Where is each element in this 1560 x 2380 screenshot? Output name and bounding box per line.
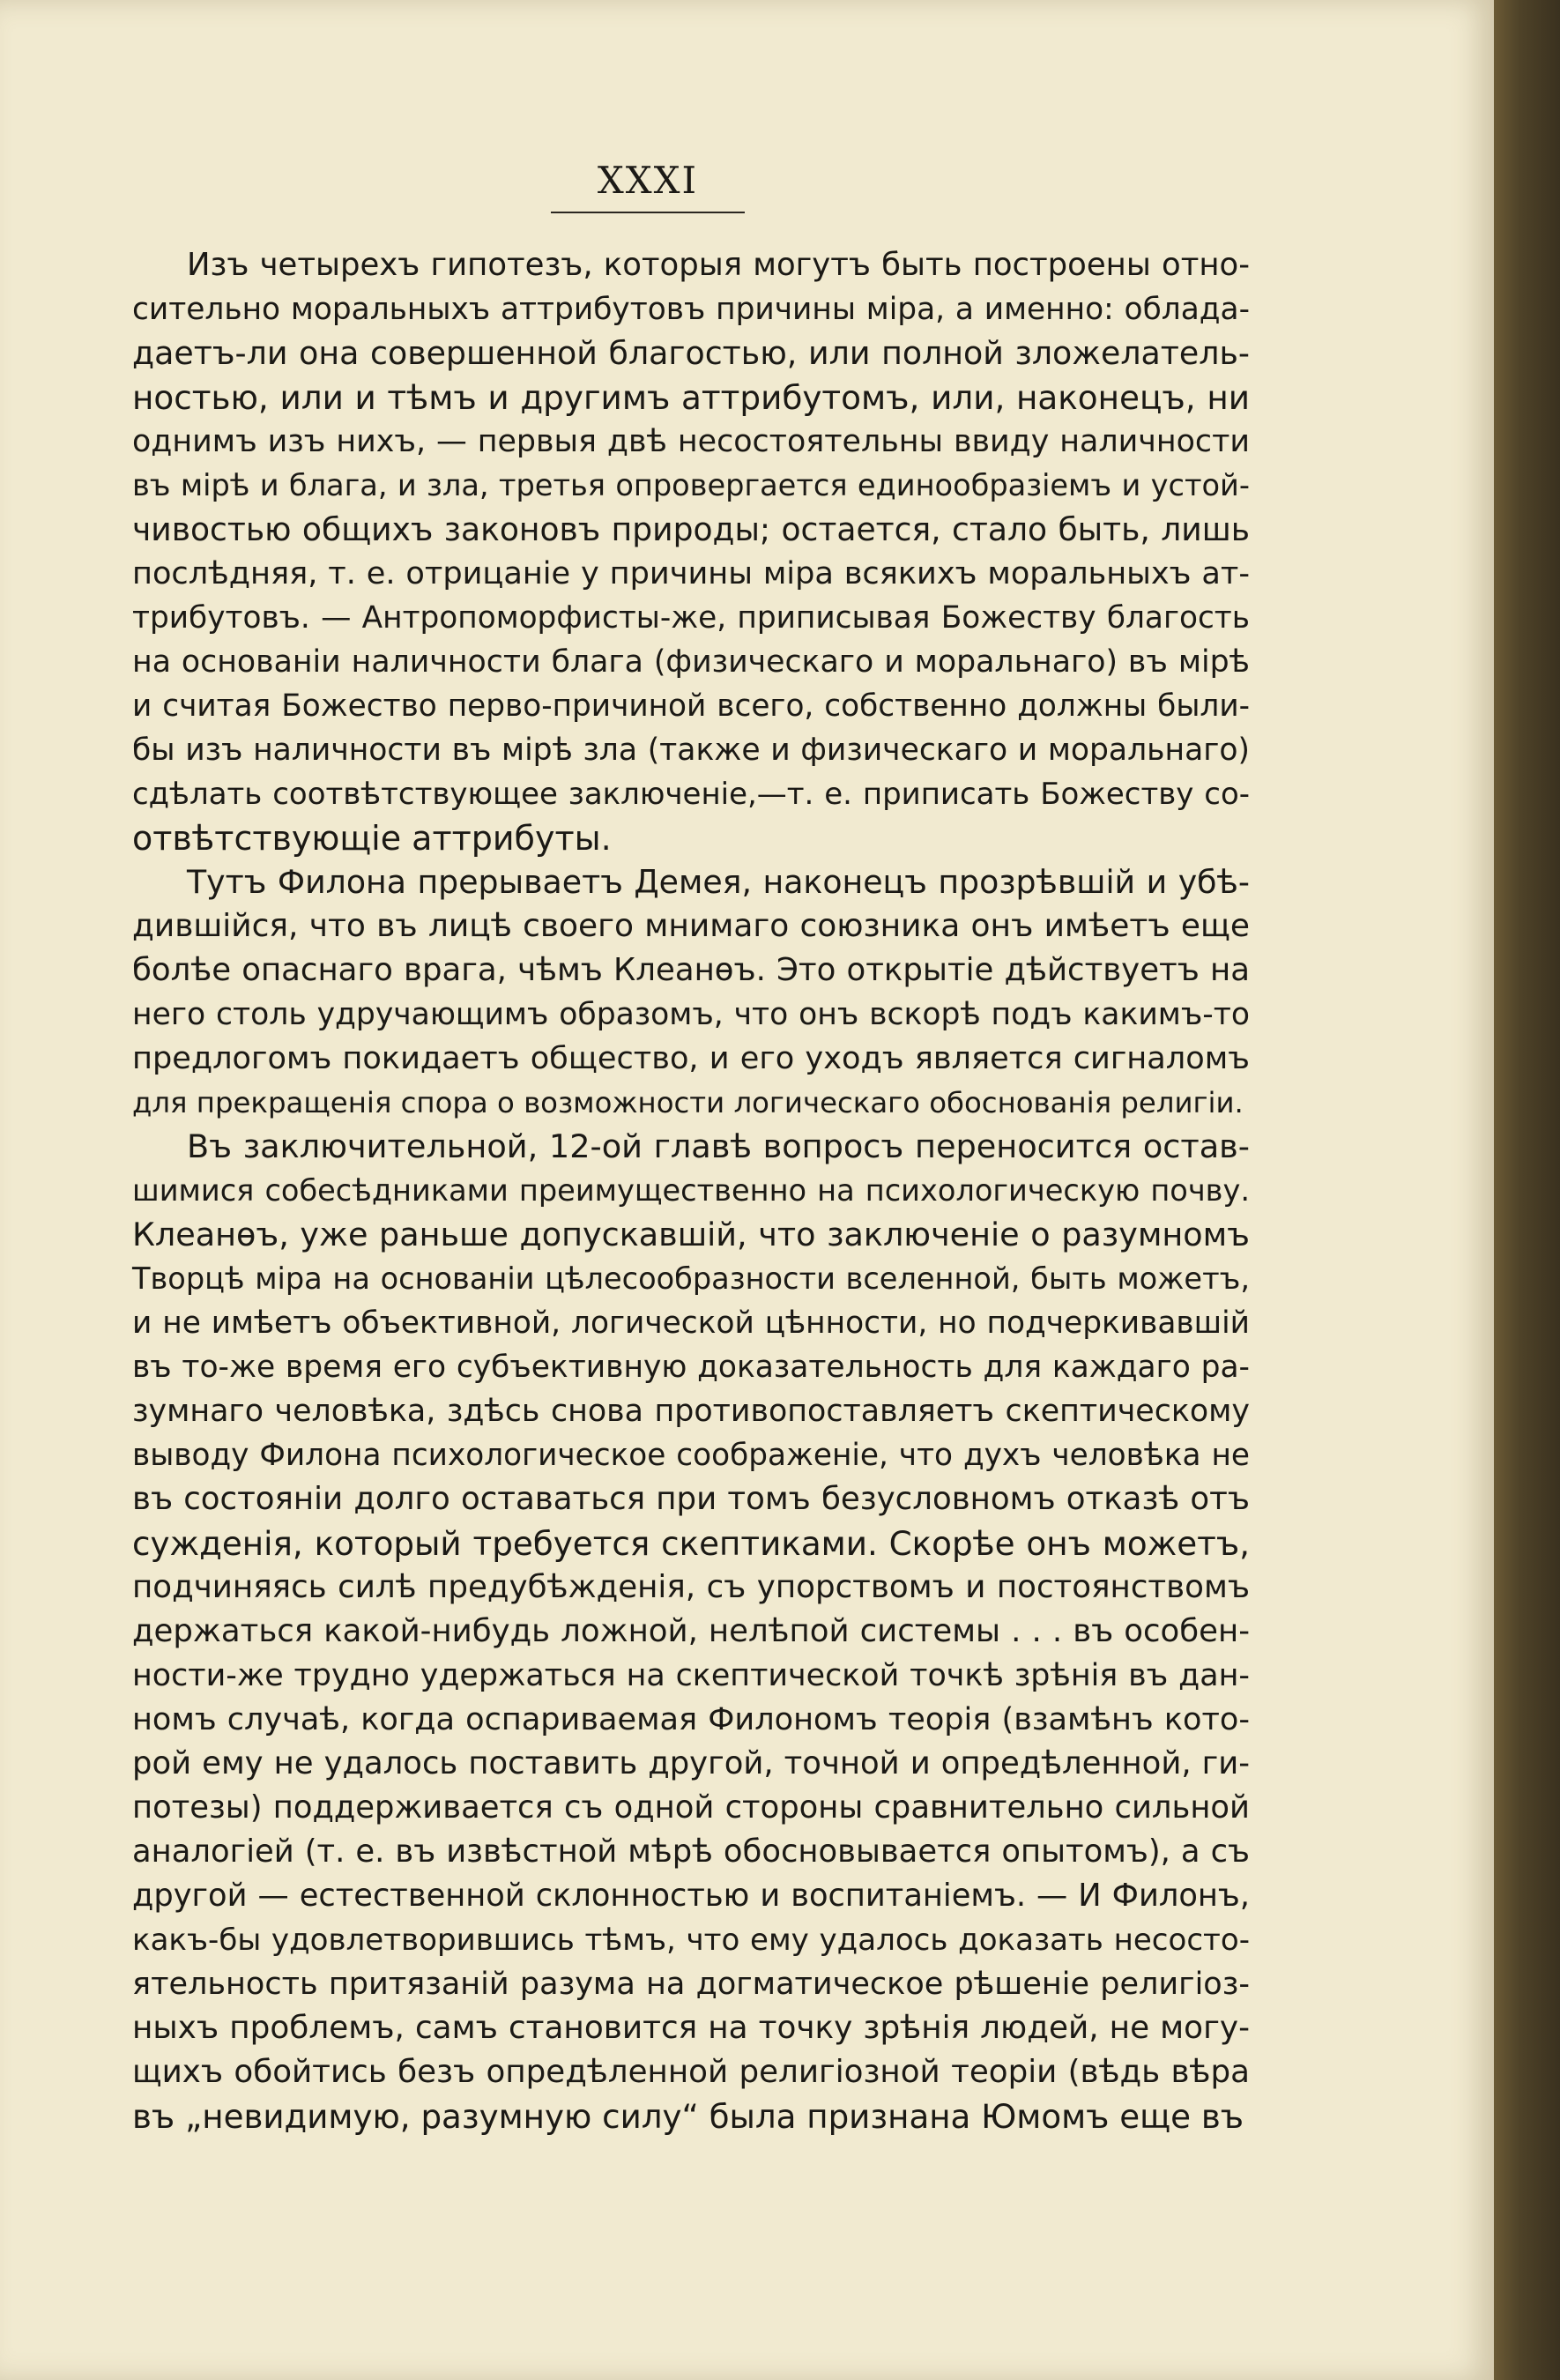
text-line: ностью, или и тѣмъ и другимъ аттрибутомъ, или, наконецъ, ни <box>132 378 1250 417</box>
text-line: въ то-же время его субъективную доказательность для каждаго ра- <box>132 1350 1250 1385</box>
text-line: болѣе опаснаго врага, чѣмъ Клеанѳъ. Это открытіе дѣйствуетъ на <box>132 952 1250 988</box>
text-line: въ „невидимую, разумную силу“ была признана Юмомъ еще въ <box>132 2097 1244 2136</box>
text-line: въ мірѣ и блага, и зла, третья опровергается единообразіемъ и устой- <box>132 468 1250 502</box>
body-text <box>132 243 1250 2138</box>
text-line: предлогомъ покидаетъ общество, и его уходъ является сигналомъ <box>132 1040 1250 1076</box>
text-line: однимъ изъ нихъ, — первыя двѣ несостоятельны ввиду наличности <box>132 424 1250 459</box>
text-line: ности-же трудно удержаться на скептической точкѣ зрѣнія въ дан- <box>132 1658 1250 1693</box>
text-line: дившійся, что въ лицѣ своего мнимаго союзника онъ имѣетъ еще <box>132 908 1250 944</box>
text-line: и считая Божество перво-причиной всего, собственно должны были- <box>132 688 1250 724</box>
text-line: на основаніи наличности блага (физическаго и моральнаго) въ мірѣ <box>132 644 1250 680</box>
text-line: и не имѣетъ объективной, логической цѣнности, но подчеркивавшій <box>132 1305 1250 1341</box>
text-line: рой ему не удалось поставить другой, точной и опредѣленной, ги- <box>132 1745 1250 1781</box>
text-line: сдѣлать соотвѣтствующее заключеніе,—т. е. приписать Божеству со- <box>132 777 1250 812</box>
text-line: даетъ-ли она совершенной благостью, или полной зложелатель- <box>132 334 1250 372</box>
text-line: Тутъ Филона прерываетъ Демея, наконецъ прозрѣвшій и убѣ- <box>187 863 1250 901</box>
text-line: въ состояніи долго оставаться при томъ безусловномъ отказѣ отъ <box>132 1481 1250 1517</box>
text-line: щихъ обойтись безъ опредѣленной религіозной теоріи (вѣдь вѣра <box>132 2054 1250 2090</box>
text-line: номъ случаѣ, когда оспариваемая Филономъ теорія (взамѣнъ кото- <box>132 1701 1250 1737</box>
page-number-rule <box>551 212 745 213</box>
text-line: Изъ четырехъ гипотезъ, которыя могутъ быть построены отно- <box>187 247 1250 283</box>
text-line: сительно моральныхъ аттрибутовъ причины міра, а именно: облада- <box>132 292 1250 327</box>
text-line: шимися собесѣдниками преимущественно на психологическую почву. <box>132 1173 1250 1208</box>
text-line: бы изъ наличности въ мірѣ зла (также и физическаго и моральнаго) <box>132 733 1250 768</box>
text-line: потезы) поддерживается съ одной стороны сравнительно сильной <box>132 1789 1250 1826</box>
text-line: Клеанѳъ, уже раньше допускавшій, что заключеніе о разумномъ <box>132 1216 1250 1253</box>
text-line: сужденія, который требуется скептиками. Скорѣе онъ можетъ, <box>132 1524 1250 1563</box>
text-line: выводу Филона психологическое соображеніе, что духъ человѣка не <box>132 1438 1250 1473</box>
book-spine <box>1494 0 1560 2380</box>
text-line: ятельность притязаній разума на догматическое рѣшеніе религіоз- <box>132 1966 1250 2002</box>
text-line: чивостью общихъ законовъ природы; остается, стало быть, лишь <box>132 511 1250 548</box>
text-line: отвѣтствующіе аттрибуты. <box>132 819 612 858</box>
text-line: другой — естественной склонностью и воспитаніемъ. — И Филонъ, <box>132 1878 1250 1914</box>
text-line: него столь удручающимъ образомъ, что онъ вскорѣ подъ какимъ-то <box>132 997 1250 1032</box>
text-line: трибутовъ. — Антропоморфисты-же, приписывая Божеству благость <box>132 600 1250 636</box>
page-number: XXXI <box>597 159 699 202</box>
text-line: держаться какой-нибудь ложной, нелѣпой системы . . . въ особен- <box>132 1613 1250 1649</box>
text-line: аналогіей (т. е. въ извѣстной мѣрѣ обосновывается опытомъ), а съ <box>132 1833 1250 1870</box>
text-line: подчиняясь силѣ предубѣжденія, съ упорствомъ и постоянствомъ <box>132 1569 1250 1605</box>
text-line: ныхъ проблемъ, самъ становится на точку зрѣнія людей, не могу- <box>132 2010 1250 2046</box>
text-line: Въ заключительной, 12-ой главѣ вопросъ переносится остав- <box>187 1127 1250 1165</box>
text-line: зумнаго человѣка, здѣсь снова противопоставляетъ скептическому <box>132 1394 1250 1429</box>
text-line: для прекращенія спора о возможности логическаго обоснованія религіи. <box>132 1086 1244 1119</box>
text-line: какъ-бы удовлетворившись тѣмъ, что ему удалось доказать несосто- <box>132 1923 1250 1958</box>
text-line: Творцѣ міра на основаніи цѣлесообразности вселенной, быть можетъ, <box>132 1261 1250 1296</box>
text-line: послѣдняя, т. е. отрицаніе у причины міра всякихъ моральныхъ ат- <box>132 555 1250 591</box>
